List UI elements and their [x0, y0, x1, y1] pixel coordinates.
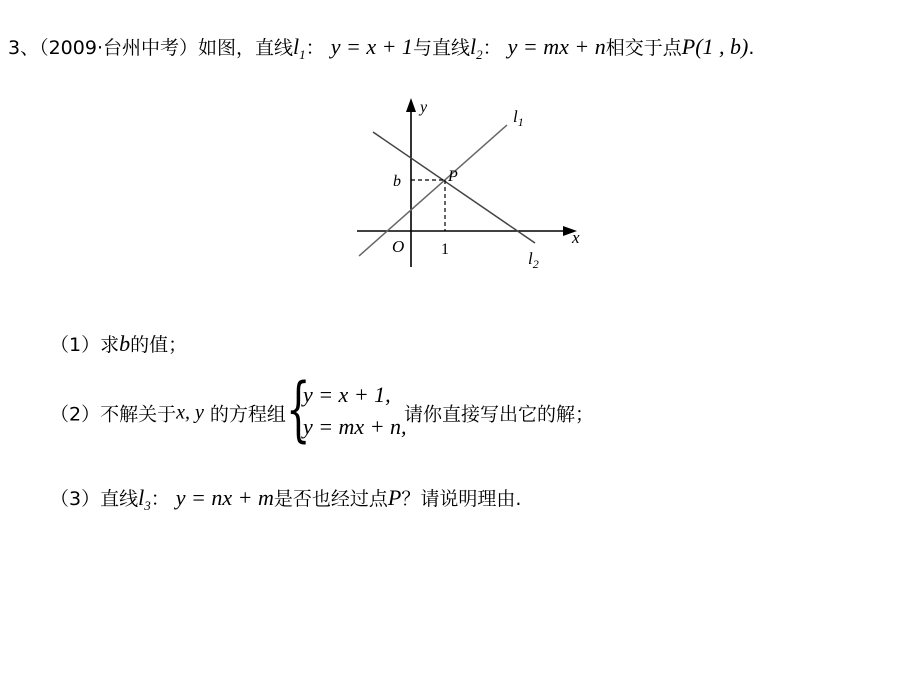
- y-tick-label: b: [393, 173, 401, 190]
- y-axis-arrow: [406, 98, 416, 112]
- system-equation-2: y = mx + n,: [302, 414, 407, 439]
- l1-label: $l_1$: [513, 107, 524, 129]
- problem-statement: 3、（2009·台州中考）如图，直线$l_1$： y = x + 1与直线$l_2$： y = mx + n相交于点P(1 , b).: [8, 34, 755, 62]
- intersection-point: P(1 , b): [681, 34, 749, 59]
- line-l1: [359, 125, 507, 256]
- problem-number: 3、: [8, 37, 40, 59]
- y-axis-label: y: [420, 99, 428, 116]
- question-3: （3）直线$l_3$： y = nx + m是否也经过点P？请说明理由.: [50, 485, 522, 513]
- point-label: P: [448, 168, 458, 185]
- origin-label: O: [392, 237, 405, 256]
- problem-intro-3: 相交于点: [605, 37, 682, 59]
- line2-equation: y = mx + n: [507, 34, 606, 59]
- line3-equation: y = nx + m: [175, 485, 274, 510]
- question-2: （2）不解关于x, y 的方程组 { y = x + 1, y = mx + n, 请你直接写出它的解；: [50, 368, 594, 450]
- question-1: （1）求b的值；: [50, 331, 188, 356]
- x-tick-label: 1: [441, 241, 449, 258]
- problem-intro-2: 与直线: [412, 37, 470, 59]
- system-equation-1: y = x + 1,: [302, 382, 391, 407]
- equation-system: { y = x + 1, y = mx + n,: [285, 368, 407, 450]
- line3-name: $l_3$: [138, 485, 151, 513]
- problem-source: （2009·台州中考）: [39, 37, 198, 59]
- line2-name: $l_2$: [469, 34, 483, 62]
- problem-intro-1: 如图，直线: [198, 37, 294, 59]
- line1-equation: y = x + 1: [330, 34, 413, 59]
- coordinate-figure: [345, 92, 595, 277]
- line1-name: $l_1$: [293, 34, 306, 62]
- l2-label: $l_2$: [528, 249, 539, 271]
- x-axis-label: x: [572, 228, 580, 247]
